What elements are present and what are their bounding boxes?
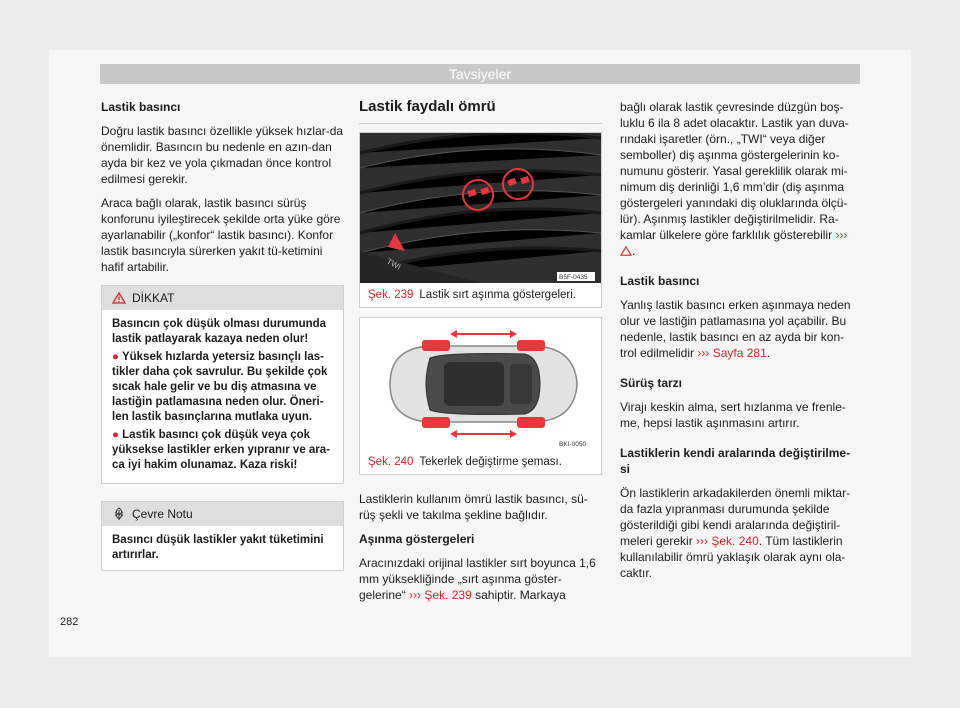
paragraph: Yanlış lastik basıncı erken aşınmaya neden olur ve lastiğin patlamasına yol açabilir. Bu nedenle, lastik basıncı en az ayda bir kon-trol edilmelidir ››› Sayfa 281. — [620, 298, 851, 360]
middle-column — [359, 99, 602, 611]
heading-tire-rotation: Lastiklerin kendi aralarında değiştirilme-si — [620, 446, 851, 476]
warning-header — [102, 286, 343, 310]
figure-239 — [359, 132, 602, 308]
right-column — [620, 99, 860, 589]
paragraph: Virajı keskin alma, sert hızlanma ve frenle-me, hepsi lastik aşınmasını artırır. — [620, 400, 846, 430]
environment-note-box — [101, 501, 344, 571]
heading-driving-style: Sürüş tarzı — [620, 376, 683, 390]
warning-icon — [112, 292, 126, 304]
paragraph: Ön lastiklerin arkadakilerden önemli miktar-da fazla yıpranması durumunda şekilde gösterildiği gibi kendi aralarında değiştiril-meleri gerekir ››› Şek. 240. Tüm lastiklerin kullanılabilir ömrü yaklaşık olarak aynı ola-caktır. — [620, 486, 851, 580]
warning-body — [102, 310, 343, 483]
left-column — [101, 99, 344, 571]
paragraph: Araca bağlı olarak, lastik basıncı sürüş konforunu iyileştirecek şekilde orta yüke göre ayarlanabilir („konfor“ lastik basıncı). Konfor lastik basıncıyla sürerken yakıt tü-ketimini hafif artabilir. — [101, 196, 341, 274]
figure-caption: Şek. 239 Lastik sırt aşınma göstergeleri. — [368, 289, 576, 301]
paragraph: Lastiklerin kullanım ömrü lastik basıncı, sü-rüş şekli ve takılma şekline bağlıdır. — [359, 492, 588, 522]
heading-wear-indicators: Aşınma göstergeleri — [359, 532, 475, 546]
page-header: Tavsiyeler — [100, 64, 860, 84]
warning-icon — [620, 246, 632, 256]
leaf-icon — [112, 507, 126, 521]
cross-reference-link[interactable]: ››› Şek. 239 — [409, 588, 472, 602]
figure-code: BKI-0050 — [559, 441, 587, 448]
tire-tread-illustration — [360, 133, 601, 283]
warning-box — [101, 285, 344, 484]
paragraph: Aracınızdaki orijinal lastikler sırt boyunca 1,6 mm yüksekliğinde „sırt aşınma göster-gelerine“ ››› Şek. 239 sahiptir. Markaya — [359, 556, 596, 602]
figure-240 — [359, 317, 602, 475]
tire-rotation-diagram — [360, 318, 601, 450]
environment-note-body: Basıncı düşük lastikler yakıt tüketimini artırırlar. — [112, 534, 324, 561]
warning-text: Basıncın çok düşük olması durumunda lastik patlayarak kazaya neden olur! — [112, 318, 327, 345]
paragraph: Doğru lastik basıncı özellikle yüksek hızlar-da önemlidir. Basıncın bu nedenle en azın-dan ayda bir kez ve yola çıkmadan önce kontrol edilmesi gerekir. — [101, 124, 344, 186]
cross-reference-link[interactable]: ››› — [620, 228, 847, 258]
environment-note-header — [102, 502, 343, 526]
heading-tire-pressure: Lastik basıncı — [101, 100, 181, 114]
page-number: 282 — [60, 616, 79, 628]
heading-tire-pressure: Lastik basıncı — [620, 274, 700, 288]
warning-bullet: ● Yüksek hızlarda yetersiz basınçlı las-tikler daha çok savrulur. Bu şekilde çok sıcak hale gelir ve bu diş atmasına ve lastiğin patlamasına neden olur. Öneri-len lastik basınçlarına mutlaka uyun. — [112, 351, 328, 423]
warning-bullet: ● Lastik basıncı çok düşük veya çok yüksekse lastikler erken yıpranır ve ara-ca iyi hakim olunamaz. Kaza riski! — [112, 429, 331, 471]
cross-reference-link[interactable]: ››› Şek. 240 — [696, 534, 759, 548]
warning-title: DİKKAT — [132, 291, 175, 305]
twi-marking: TWI — [385, 256, 403, 272]
section-title: Lastik faydalı ömrü — [359, 98, 496, 115]
section-divider — [359, 123, 602, 124]
cross-reference-link[interactable]: ››› Sayfa 281 — [697, 346, 767, 360]
environment-note-title: Çevre Notu — [132, 507, 193, 521]
paragraph: bağlı olarak lastik çevresinde düzgün boş-luklu 6 ila 8 adet olacaktır. Lastik yan duva-rındaki işaretler (örn., „TWI“ veya diğer semboller) diş aşınma göstergelerinin ko-numunu gösterir. Yasal gereklilik olarak mi-nimum diş derinliği 1,6 mm’dir (diş aşınma göstergeleri yanındaki diş oluklarında ölçü-lür). Aşınmış lastikler değiştirilmelidir. Ra-kamlar ülkelere göre farklılık gösterebilir ››› . — [620, 100, 849, 258]
figure-caption: Şek. 240 Tekerlek değiştirme şeması. — [368, 456, 562, 468]
figure-code: B5F-0435 — [559, 274, 588, 281]
